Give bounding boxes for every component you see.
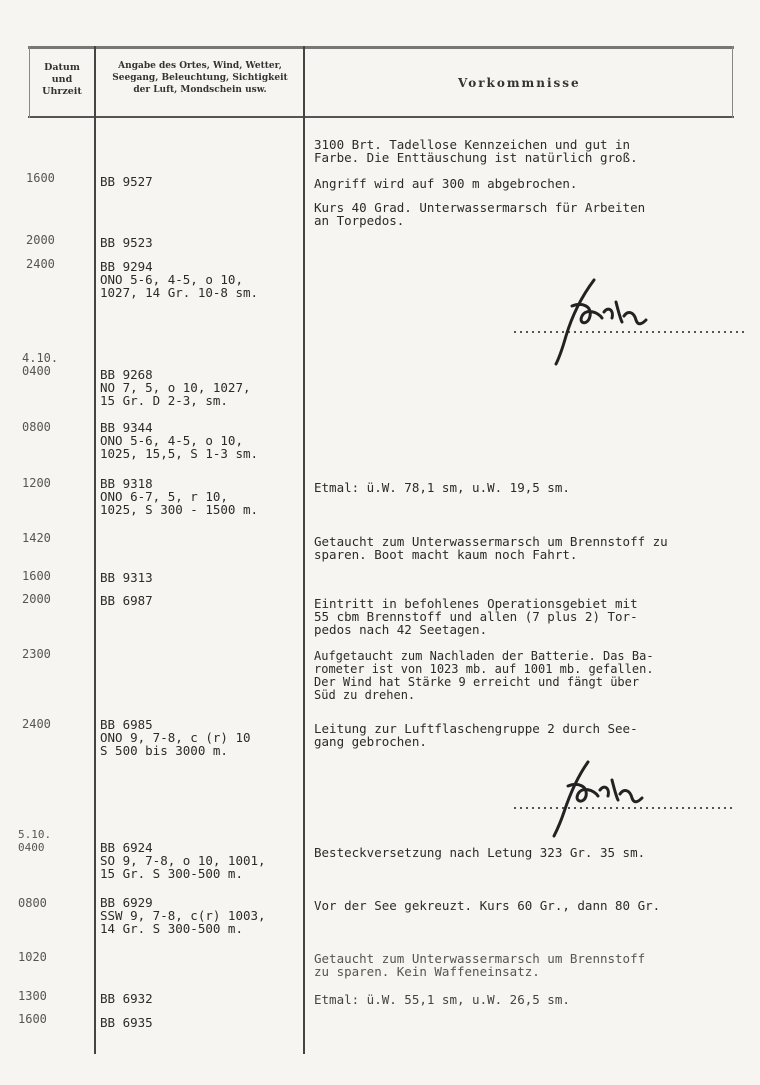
row-time: 2000 (26, 233, 55, 247)
row-time: 1420 (22, 531, 51, 545)
row-time: 1300 (18, 989, 47, 1003)
row-position: BB 9294 ONO 5-6, 4-5, o 10, 1027, 14 Gr. 10-8 sm. (100, 259, 259, 300)
row-position: BB 9344 ONO 5-6, 4-5, o 10, 1025, 15,5, S 1-3 sm. (100, 420, 259, 461)
row-note: Aufgetaucht zum Nachladen der Batterie. Das Ba- rometer ist von 1023 mb. auf 1001 mb. gefallen. Der Wind hat Stärke 9 erreicht und fängt über Süd zu drehen. (314, 649, 654, 702)
row-position: BB 9527 (100, 174, 153, 189)
signature-2 (512, 758, 736, 838)
row-position: BB 9523 (100, 235, 153, 250)
row-note: Etmal: ü.W. 55,1 sm, u.W. 26,5 sm. (314, 992, 570, 1007)
row-position: BB 6935 (100, 1015, 153, 1030)
row-note: Angriff wird auf 300 m abgebrochen. (314, 176, 578, 191)
row-position: BB 9313 (100, 570, 153, 585)
row-note: Leitung zur Luftflaschengruppe 2 durch See- gang gebrochen. (314, 721, 638, 749)
header-bottom-rule (28, 116, 734, 118)
row-note: Eintritt in befohlenes Operationsgebiet mit 55 cbm Brennstoff und allen (7 plus 2) Tor- pedos nach 42 Seetagen. (314, 596, 638, 637)
row-position: BB 9268 NO 7, 5, o 10, 1027, 15 Gr. D 2-3, sm. (100, 367, 251, 408)
column-divider-1 (94, 46, 96, 1054)
row-position: BB 9318 ONO 6-7, 5, r 10, 1025, S 300 - 1500 m. (100, 476, 259, 517)
row-note: Getaucht zum Unterwassermarsch um Brennstoff zu sparen. Kein Waffeneinsatz. (314, 951, 646, 979)
row-note: Vor der See gekreuzt. Kurs 60 Gr., dann 80 Gr. (314, 898, 661, 913)
row-time: 0800 (22, 420, 51, 434)
row-time: 1020 (18, 950, 47, 964)
row-time: 1600 (26, 171, 55, 185)
row-time: 1600 (22, 569, 51, 583)
row-position: BB 6987 (100, 593, 153, 608)
row-position: BB 6929 SSW 9, 7-8, c(r) 1003, 14 Gr. S 300-500 m. (100, 895, 266, 936)
row-note: Etmal: ü.W. 78,1 sm, u.W. 19,5 sm. (314, 480, 570, 495)
row-time: 2000 (22, 592, 51, 606)
header-top-rule (28, 46, 734, 49)
row-note: Getaucht zum Unterwassermarsch um Brennstoff zu sparen. Boot macht kaum noch Fahrt. (314, 534, 668, 562)
row-time: 0800 (18, 896, 47, 910)
signature-1 (512, 276, 748, 368)
header-location-weather: Angabe des Ortes, Wind, Wetter, Seegang, Beleuchtung, Sichtigkeit der Luft, Mondschein usw. (112, 61, 288, 95)
header-events: Vorkommnisse (458, 76, 581, 90)
row-time: 2400 (22, 717, 51, 731)
row-note: 3100 Brt. Tadellose Kennzeichen und gut in Farbe. Die Enttäuschung ist natürlich groß. (314, 137, 638, 165)
row-time: 2400 (26, 257, 55, 271)
row-position: BB 6985 ONO 9, 7-8, c (r) 10 S 500 bis 3000 m. (100, 717, 251, 758)
row-position: BB 6932 (100, 991, 153, 1006)
row-position: BB 6924 SO 9, 7-8, o 10, 1001, 15 Gr. S 300-500 m. (100, 840, 266, 881)
header-date-time: Datum und Uhrzeit (42, 62, 82, 97)
row-note: Kurs 40 Grad. Unterwassermarsch für Arbeiten an Torpedos. (314, 200, 646, 228)
row-time: 2300 (22, 647, 51, 661)
row-note: Besteckversetzung nach Letung 323 Gr. 35 sm. (314, 845, 646, 860)
row-time: 4.10. 0400 (22, 351, 59, 378)
right-border (732, 46, 733, 118)
row-time: 1600 (18, 1012, 47, 1026)
row-time: 1200 (22, 476, 51, 490)
row-time: 5.10. 0400 (18, 828, 52, 854)
column-divider-2 (303, 46, 305, 1054)
